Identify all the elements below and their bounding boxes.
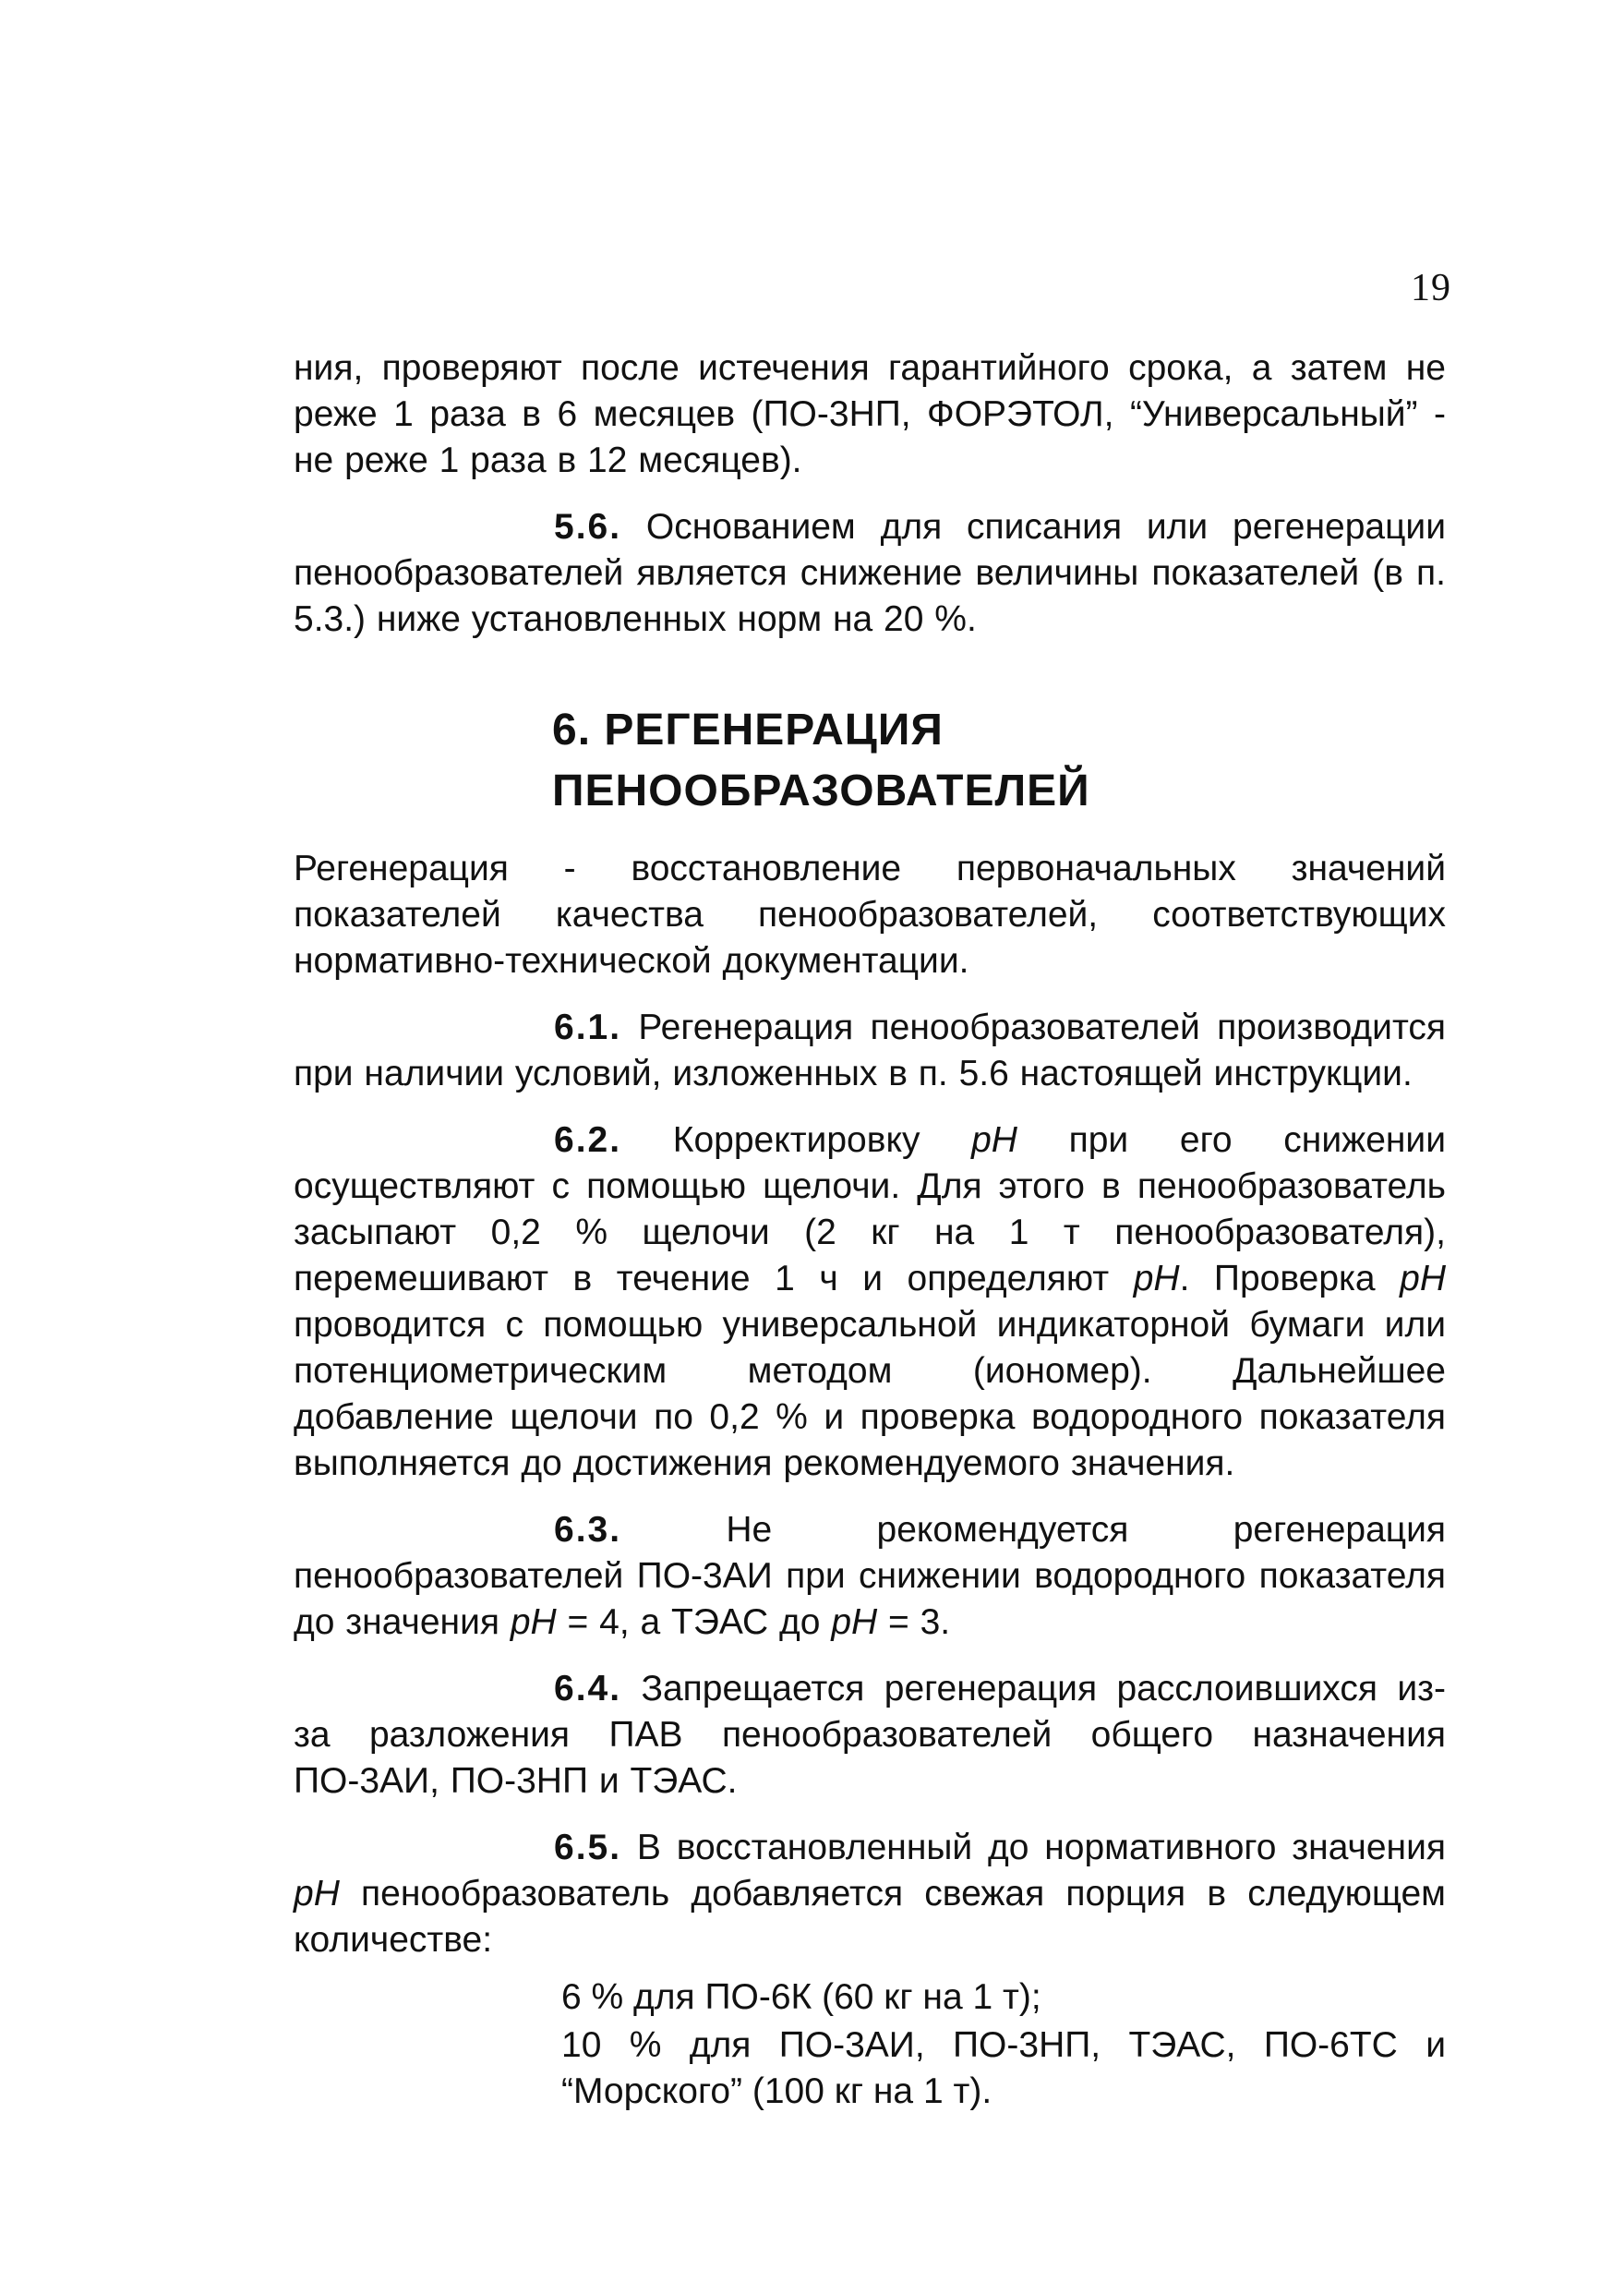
- section-title-line-1: 6. РЕГЕНЕРАЦИЯ: [552, 706, 944, 755]
- clause-text: Корректировку: [621, 1120, 972, 1160]
- clause-text: = 4, а ТЭАС до: [556, 1602, 832, 1642]
- clause-text: = 3.: [877, 1602, 951, 1642]
- clause-text: проводится с помощью универсальной индикаторной бумаги или потенциометрическим методом (иономер). Дальнейшее добавление щелочи по 0,2 % и проверка водородного показателя выполняется до достижения рекомендуемого значения.: [294, 1305, 1446, 1483]
- paragraph-5-6: [294, 504, 1446, 643]
- clause-text: В восстановленный до нормативного значения: [621, 1828, 1446, 1867]
- paragraph-6-3: [294, 1507, 1446, 1646]
- ph-symbol: pH: [510, 1602, 557, 1642]
- document-body: [294, 345, 1446, 2115]
- clause-number: 6.5.: [554, 1828, 622, 1867]
- section-intro: Регенерация - восстановление первоначальных значений показателей качества пенообразователей, соответствующих нормативно-технической документации.: [294, 849, 1446, 981]
- clause-number: 6.3.: [554, 1510, 622, 1550]
- paragraph-6-2: [294, 1117, 1446, 1487]
- ph-symbol: pH: [1133, 1259, 1180, 1298]
- ph-symbol: pH: [294, 1874, 340, 1914]
- clause-number: 6.2.: [554, 1120, 622, 1160]
- section-title-line-2: ПЕНООБРАЗОВАТЕЛЕЙ: [552, 767, 1090, 815]
- section-title: [294, 700, 1446, 822]
- page-number: 19: [1411, 267, 1451, 309]
- clause-text: . Проверка: [1179, 1259, 1401, 1298]
- list-item: 10 % для ПО-3АИ, ПО-3НП, ТЭАС, ПО-6ТС и “Морского” (100 кг на 1 т).: [561, 2025, 1446, 2111]
- ph-symbol: pH: [971, 1120, 1017, 1160]
- clause-text: Регенерация пенообразователей производится при наличии условий, изложенных в п. 5.6 настоящей инструкции.: [294, 1008, 1446, 1093]
- list-item: 6 % для ПО-6К (60 кг на 1 т);: [561, 1977, 1041, 2017]
- dosage-list: [294, 1974, 1446, 2115]
- paragraph-6-5: [294, 1825, 1446, 1963]
- paragraph-continuation: ния, проверяют после истечения гарантийного срока, а затем не реже 1 раза в 6 месяцев (ПО-3НП, ФОРЭТОЛ, “Универсальный” - не реже 1 раза в 12 месяцев).: [294, 348, 1446, 480]
- ph-symbol: pH: [1400, 1259, 1447, 1298]
- clause-text: Не рекомендуется регенерация пенообразователей ПО-3АИ при снижении водородного показателя до значения: [294, 1510, 1446, 1642]
- clause-number: 5.6.: [554, 507, 622, 547]
- paragraph-6-4: [294, 1666, 1446, 1805]
- clause-number: 6.1.: [554, 1008, 622, 1047]
- clause-text: при его снижении осуществляют с помощью щелочи. Для этого в пенообразователь засыпают 0,2 % щелочи (2 кг на 1 т пенообразователя), перемешивают в течение 1 ч и определяют: [294, 1120, 1446, 1298]
- clause-text: пенообразователь добавляется свежая порция в следующем количестве:: [294, 1874, 1446, 1960]
- clause-text: Запрещается регенерация расслоившихся из-за разложения ПАВ пенообразователей общего назначения ПО-3АИ, ПО-3НП и ТЭАС.: [294, 1669, 1446, 1801]
- clause-text: Основанием для списания или регенерации пенообразователей является снижение величины показателей (в п. 5.3.) ниже установленных норм на 20 %.: [294, 507, 1446, 639]
- ph-symbol: pH: [831, 1602, 878, 1642]
- paragraph-6-1: [294, 1005, 1446, 1097]
- clause-number: 6.4.: [554, 1669, 622, 1708]
